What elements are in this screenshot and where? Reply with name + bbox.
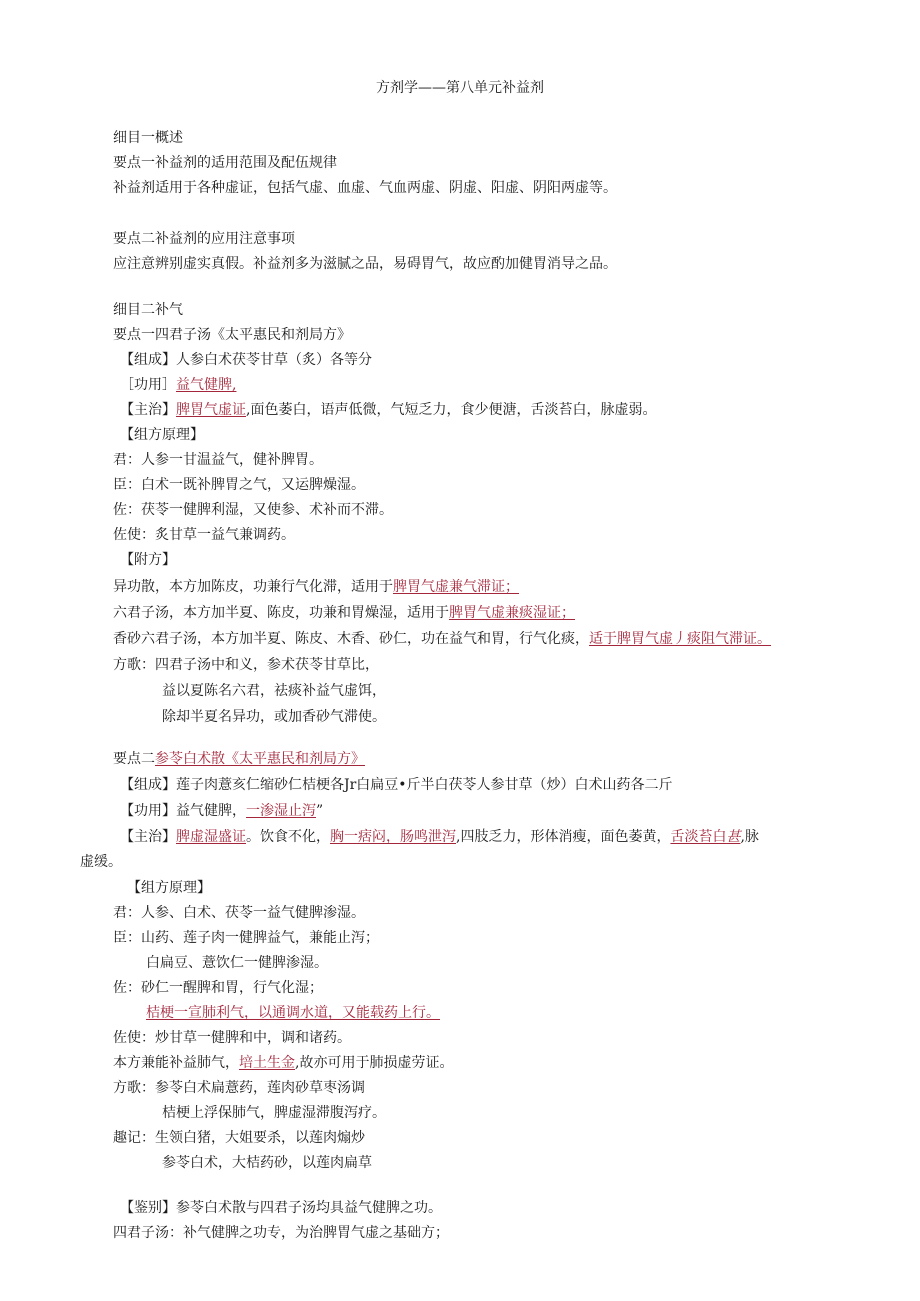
slbzs-indication-mid2: ,四肢乏力，形体消瘦，面色萎黄， <box>456 829 671 845</box>
slbzs-principle-jun: 君：人参、白术、茯苓一益气健脾渗湿。 <box>113 905 365 921</box>
slbzs-function-highlight: 一渗湿止泻 <box>246 803 316 819</box>
slbzs-principle-chen1: 臣：山药、莲子肉一健脾益气，兼能止泻； <box>113 930 379 946</box>
slbzs-function-tail: ” <box>316 803 324 819</box>
sjzt-principle-zuoshi: 佐使：炙甘草一益气兼调药。 <box>113 527 295 543</box>
slbzs-lung-prefix: 本方兼能补益肺气， <box>113 1055 239 1071</box>
slbzs-function <box>120 801 323 821</box>
sjzt-principle-label: 【组方原理】 <box>120 427 204 443</box>
slbzs-lung-highlight: 培土生金 <box>239 1055 295 1071</box>
slbzs-lung-rest: ,故亦可用于肺损虚劳证。 <box>295 1055 454 1071</box>
slbzs-lung <box>113 1053 453 1073</box>
slbzs-principle-zuo1: 佐：砂仁一醒脾和胃，行气化湿； <box>113 980 323 996</box>
sjzt-song-line3: 除却半夏名异功，或加香砂气滞使。 <box>162 709 386 725</box>
section1-point1-text: 补益剂适用于各种虚证，包括气虚、血虚、气血两虚、阴虚、阳虚、阴阳两虚等。 <box>113 180 617 196</box>
slbzs-title-highlight: 参苓白术散《太平惠民和剂局方》 <box>155 751 365 767</box>
appendix-item-liujunzi <box>113 603 575 623</box>
appendix-highlight: 脾胃气虚兼痰湿证； <box>449 605 575 621</box>
section1-heading: 细目一概述 <box>113 130 183 146</box>
slbzs-title-prefix: 要点二 <box>113 751 155 767</box>
slbzs-composition: 【组成】莲子肉薏亥仁缩砂仁桔梗各Jr白扁豆•斤半白茯苓人参甘草（炒）白术山药各二斤 <box>120 777 673 793</box>
section1-point2-title: 要点二补益剂的应用注意事项 <box>113 231 295 247</box>
slbzs-indication-wrap: 虚缓。 <box>80 854 122 870</box>
sjzt-function-label: ［功用］ <box>120 377 176 393</box>
sjzt-appendix-label: 【附方】 <box>120 552 176 568</box>
slbzs-indication <box>120 827 759 847</box>
slbzs-principle-zuo2-highlight: 桔梗一宣肺利气，以通调水道，又能载药上行。 <box>146 1005 440 1021</box>
sjzt-title: 要点一四君子汤《太平惠民和剂局方》 <box>113 327 351 343</box>
appendix-text: 香砂六君子汤，本方加半夏、陈皮、木香、砂仁，功在益气和胃，行气化痰， <box>113 631 589 647</box>
sjzt-principle-jun: 君：人参一甘温益气，健补脾胃。 <box>113 452 323 468</box>
slbzs-differentiation: 【鉴别】参苓白术散与四君子汤均具益气健脾之功。 <box>120 1200 442 1216</box>
section1-point2-text: 应注意辨别虚实真假。补益剂多为滋腻之品，易碍胃气，故应酌加健胃消导之品。 <box>113 256 617 272</box>
sjzt-composition: 【组成】人参白术茯苓甘草（炙）各等分 <box>120 352 372 368</box>
slbzs-mnemonic-line2: 参苓白术，大桔药砂，以莲肉扁草 <box>162 1155 372 1171</box>
slbzs-differentiation-sjzt: 四君子汤：补气健脾之功专，为治脾胃气虚之基础方； <box>113 1225 449 1241</box>
slbzs-mnemonic-line1: 趣记：生领白猪，大姐要杀，以莲肉煽炒 <box>113 1130 365 1146</box>
sjzt-function-value: 益气健脾, <box>176 377 237 393</box>
slbzs-principle-label: 【组方原理】 <box>127 880 211 896</box>
sjzt-function <box>120 375 236 395</box>
appendix-item-xiangsha <box>113 629 771 649</box>
slbzs-indication-label: 【主治】 <box>120 829 176 845</box>
slbzs-function-label: 【功用】益气健脾， <box>120 803 246 819</box>
slbzs-indication-tail: ,脉 <box>740 829 759 845</box>
appendix-item-yigongsan <box>113 577 519 597</box>
appendix-text: 异功散，本方加陈皮，功兼行气化滞，适用于 <box>113 579 393 595</box>
slbzs-indication-hl4: 甚 <box>726 829 741 845</box>
appendix-highlight: 脾胃气虚兼气滞证； <box>393 579 519 595</box>
slbzs-principle-chen2: 白扁豆、薏饮仁一健脾渗湿。 <box>146 955 328 971</box>
slbzs-title <box>113 749 365 769</box>
section2-heading: 细目二补气 <box>113 302 183 318</box>
sjzt-indication-rest: ,面色萎白，语声低微，气短乏力，食少便溏，舌淡苔白，脉虚弱。 <box>246 402 657 418</box>
slbzs-indication-mid1: 。饮食不化， <box>246 829 330 845</box>
section1-point1-title: 要点一补益剂的适用范围及配伍规律 <box>113 155 337 171</box>
sjzt-song-line1: 方歌：四君子汤中和义，参术茯苓甘草比， <box>113 657 379 673</box>
appendix-text: 六君子汤，本方加半夏、陈皮，功兼和胃燥湿，适用于 <box>113 605 449 621</box>
page-title: 方剂学——第八单元补益剂 <box>376 80 544 96</box>
slbzs-principle-zuoshi: 佐使：炒甘草一健脾和中，调和诸药。 <box>113 1030 351 1046</box>
slbzs-indication-hl2: 胸一痞闷，肠鸣泄泻 <box>330 829 456 845</box>
sjzt-indication <box>120 400 656 420</box>
sjzt-song-line2: 益以夏陈名六君，祛痰补益气虚饵， <box>162 683 386 699</box>
sjzt-indication-label: 【主治】 <box>120 402 176 418</box>
slbzs-indication-hl3: 舌淡苔白 <box>670 829 727 845</box>
slbzs-indication-hl1: 脾虚湿盛证 <box>176 829 246 845</box>
slbzs-principle-zuo2 <box>146 1003 440 1023</box>
sjzt-principle-chen: 臣：白术一既补脾胃之气，又运脾燥湿。 <box>113 477 365 493</box>
slbzs-song-line2: 桔梗上浮保肺气，脾虚湿滞腹泻疗。 <box>162 1105 386 1121</box>
sjzt-indication-highlight: 脾胃气虚证 <box>176 402 246 418</box>
slbzs-song-line1: 方歌：参苓白术扁薏药，莲肉砂草枣汤调 <box>113 1080 365 1096</box>
sjzt-principle-zuo: 佐：茯苓一健脾利湿，又使参、术补而不滞。 <box>113 502 393 518</box>
appendix-highlight: 适于脾胃气虚丿痰阻气滞证。 <box>589 631 771 647</box>
